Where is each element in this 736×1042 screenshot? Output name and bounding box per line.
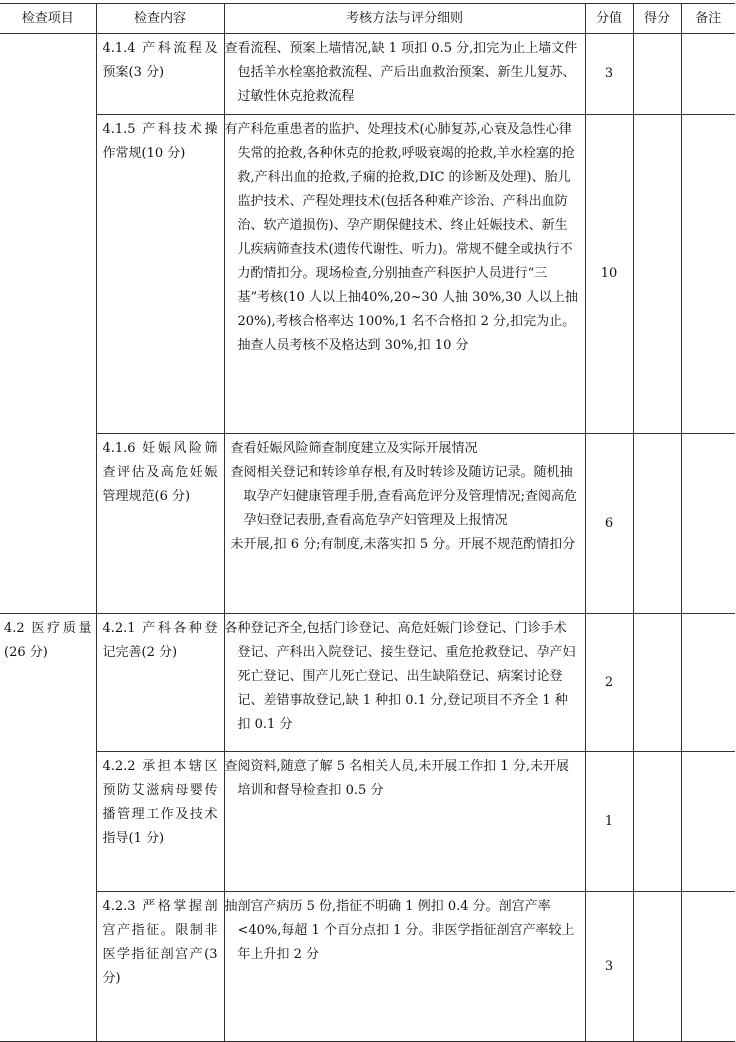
got-cell — [633, 752, 681, 892]
note-cell — [681, 614, 735, 752]
got-cell — [633, 34, 681, 115]
table-row — [0, 892, 735, 1042]
header-content: 检查内容 — [96, 4, 224, 34]
item-cell: 4.2 医疗质量(26 分) — [0, 614, 96, 1042]
method-cell — [224, 115, 585, 434]
method-cell — [224, 614, 585, 752]
method-text: 查看妊娠风险筛查制度建立及实际开展情况 — [230, 441, 478, 456]
method-cell — [224, 892, 585, 1042]
score-cell: 1 — [585, 752, 633, 892]
header-note: 备注 — [681, 4, 735, 34]
got-cell — [633, 434, 681, 614]
method-text: 查看流程、预案上墙情况,缺 1 项扣 0.5 分,扣完为止上墙文件包括羊水栓塞抢救流程、产后出血救治预案、新生儿复苏、过敏性休克抢救流程 — [224, 41, 578, 104]
content-cell: 4.2.1 产科各种登记完善(2 分) — [96, 614, 224, 752]
table-row — [0, 34, 735, 115]
method-text: 抽剖宫产病历 5 份,指征不明确 1 例扣 0.4 分。剖宫产率<40%,每超 1 个百分点扣 1 分。非医学指征剖宫产率较上年上升扣 2 分 — [224, 899, 575, 962]
content-cell: 4.1.6 妊娠风险筛查评估及高危妊娠管理规范(6 分) — [96, 434, 224, 614]
note-cell — [681, 892, 735, 1042]
table-row — [0, 752, 735, 892]
table-row — [0, 115, 735, 434]
note-cell — [681, 752, 735, 892]
note-cell — [681, 434, 735, 614]
table-row — [0, 614, 735, 752]
method-cell — [224, 34, 585, 115]
content-cell: 4.1.4 产科流程及预案(3 分) — [96, 34, 224, 115]
header-method: 考核方法与评分细则 — [224, 4, 585, 34]
content-cell: 4.2.2 承担本辖区预防艾滋病母婴传播管理工作及技术指导(1 分) — [96, 752, 224, 892]
score-cell: 3 — [585, 34, 633, 115]
header-item: 检查项目 — [0, 4, 96, 34]
item-cell — [0, 34, 96, 614]
header-score: 分值 — [585, 4, 633, 34]
got-cell — [633, 614, 681, 752]
got-cell — [633, 115, 681, 434]
got-cell — [633, 892, 681, 1042]
method-text: 有产科危重患者的监护、处理技术(心肺复苏,心衰及急性心律失常的抢救,各种休克的抢救,呼吸衰竭的抢救,羊水栓塞的抢救,产科出血的抢救,子痫的抢救,DIC 的诊断及处理)、胎儿监护技术、产程处理技术(包括各种难产诊治、产科出血防治、软产道损伤)、孕产期保健技术、终止妊娠技术、新生儿疾病筛查技术(遗传代谢性、听力)。常规不健全或执行不力酌情扣分。现场检查,分别抽查产科医护人员进行“三基”考核(10 人以上抽40%,20~30 人抽 30%,30 人以上抽 20%),考核合格率达 100%,1 名不合格扣 2 分,扣完为止。抽查人员考核不及格达到 30%,扣 10 分 — [224, 122, 578, 353]
content-cell: 4.1.5 产科技术操作常规(10 分) — [96, 115, 224, 434]
header-row — [0, 4, 735, 34]
header-got: 得分 — [633, 4, 681, 34]
score-cell: 3 — [585, 892, 633, 1042]
score-cell: 2 — [585, 614, 633, 752]
content-cell: 4.2.3 严格掌握剖宫产指征。限制非医学指征剖宫产(3 分) — [96, 892, 224, 1042]
method-text: 各种登记齐全,包括门诊登记、高危妊娠门诊登记、门诊手术登记、产科出入院登记、接生登记、重危抢救登记、孕产妇死亡登记、围产儿死亡登记、出生缺陷登记、病案讨论登记、差错事故登记,缺 1 种扣 0.1 分,登记项目不齐全 1 种扣 0.1 分 — [224, 621, 576, 732]
inspection-table — [0, 3, 735, 1042]
score-cell: 10 — [585, 115, 633, 434]
method-text: 查阅相关登记和转诊单存根,有及时转诊及随访记录。随机抽取孕产妇健康管理手册,查看高危评分及管理情况;查阅高危孕妇登记表册,查看高危孕产妇管理及上报情况 — [230, 465, 578, 528]
method-text: 未开展,扣 6 分;有制度,未落实扣 5 分。开展不规范酌情扣分 — [230, 537, 576, 552]
method-cell — [224, 434, 585, 614]
note-cell — [681, 115, 735, 434]
method-cell — [224, 752, 585, 892]
method-text: 查阅资料,随意了解 5 名相关人员,未开展工作扣 1 分,未开展培训和督导检查扣 0.5 分 — [224, 759, 569, 798]
table-row — [0, 434, 735, 614]
score-cell: 6 — [585, 434, 633, 614]
note-cell — [681, 34, 735, 115]
